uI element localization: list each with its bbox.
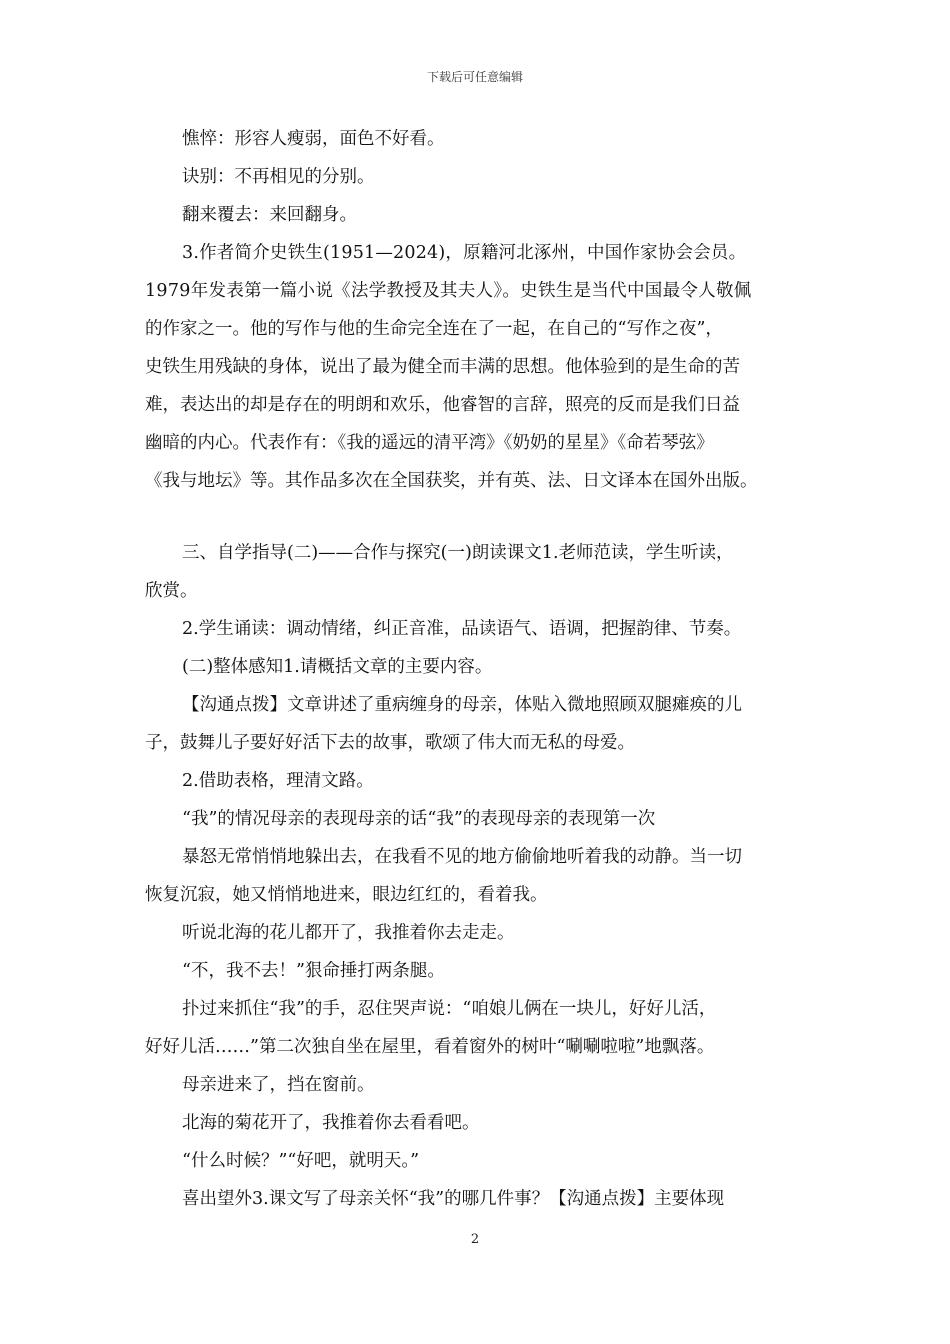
text-line: (二)整体感知1.请概括文章的主要内容。 [182,657,493,677]
text-line: 翻来覆去：来回翻身。 [182,205,357,225]
text-line: 喜出望外3.课文写了母亲关怀“我”的哪几件事？【沟通点拨】主要体现 [182,1189,725,1209]
text-line: 欣赏。 [145,581,198,601]
text-line: 北海的菊花开了，我推着你去看看吧。 [182,1113,480,1133]
text-line: 扑过来抓住“我”的手，忍住哭声说：“咱娘儿俩在一块儿，好好儿活， [182,999,717,1019]
text-line: “什么时候？”“好吧，就明天。” [182,1151,420,1171]
page-header: 下载后可任意编辑 [426,70,523,84]
text-line: 诀别：不再相见的分别。 [182,167,375,187]
text-line: 憔悴：形容人瘦弱，面色不好看。 [182,129,445,149]
text-line: 幽暗的内心。代表作有：《我的遥远的清平湾》《奶奶的星星》《命若琴弦》 [145,433,714,453]
page-number: 2 [470,1232,480,1247]
text-line: 的作家之一。他的写作与他的生命完全连在了一起，在自己的“写作之夜”， [145,319,723,339]
text-line: 3.作者简介史铁生(1951—2024)，原籍河北涿州，中国作家协会会员。 [182,243,747,263]
text-line: 【沟通点拨】文章讲述了重病缠身的母亲，体贴入微地照顾双腿瘫痪的儿 [182,695,742,715]
text-line: 难，表达出的却是存在的明朗和欢乐，他睿智的言辞，照亮的反而是我们日益 [145,395,740,415]
text-line: “不，我不去！”狠命捶打两条腿。 [182,961,445,981]
text-line: 恢复沉寂，她又悄悄地进来，眼边红红的，看着我。 [145,885,548,905]
text-line: 1979年发表第一篇小说《法学教授及其夫人》。史铁生是当代中国最令人敬佩 [145,281,752,301]
text-line: 2.借助表格，理清文路。 [182,771,374,791]
text-line: 《我与地坛》等。其作品多次在全国获奖，并有英、法、日文译本在国外出版。 [145,471,758,491]
text-line: 子，鼓舞儿子要好好活下去的故事，歌颂了伟大而无私的母爱。 [145,733,635,753]
text-line: 好好儿活……”第二次独自坐在屋里，看着窗外的树叶“唰唰啦啦”地飘落。 [145,1037,715,1057]
text-line: “我”的情况母亲的表现母亲的话“我”的表现母亲的表现第一次 [182,809,656,829]
text-line: 2.学生诵读：调动情绪，纠正音准，品读语气、语调，把握韵律、节奏。 [182,619,742,639]
text-line: 听说北海的花儿都开了，我推着你去走走。 [182,923,515,943]
text-line: 史铁生用残缺的身体，说出了最为健全而丰满的思想。他体验到的是生命的苦 [145,357,740,377]
text-line: 母亲进来了，挡在窗前。 [182,1075,375,1095]
text-line: 暴怒无常悄悄地躲出去，在我看不见的地方偷偷地听着我的动静。当一切 [182,847,742,867]
text-line: 三、自学指导(二)——合作与探究(一)朗读课文1.老师范读，学生听读， [182,543,734,563]
